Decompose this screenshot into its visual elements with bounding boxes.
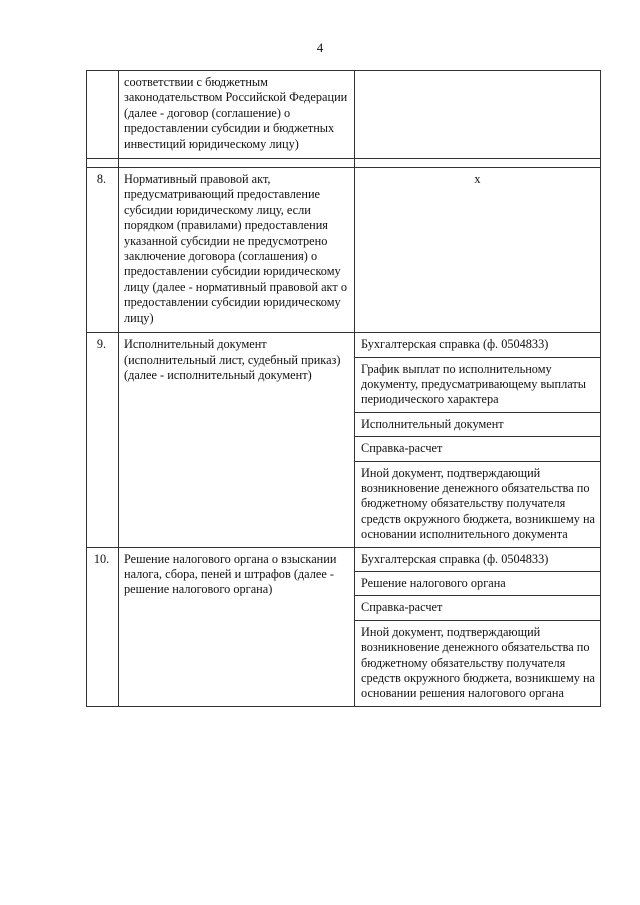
row-description: Исполнительный документ (исполнительный лист, судебный приказ) (далее - исполнительный документ) (119, 333, 355, 547)
document-item: Бухгалтерская справка (ф. 0504833) (355, 548, 600, 572)
table-row-10 (87, 547, 601, 706)
page-number: 4 (316, 40, 324, 55)
document-item: Иной документ, подтверждающий возникновение денежного обязательства по бюджетному обязательству получателя средств окружного бюджета, возникшему на основании исполнительного документа (361, 465, 595, 542)
document-item: Иной документ, подтверждающий возникновение денежного обязательства по бюджетному обязательству получателя средств окружного бюджета, возникшему на основании решения налогового органа (361, 624, 595, 701)
row-number: 8. (87, 168, 119, 333)
row-description: Нормативный правовой акт, предусматривающий предоставление субсидии юридическому лицу, если порядком (правилами) предоставления указанной субсидии не предусмотрено заключение договора (соглашения) о предоставлении субсидии юридическому лицу (далее - нормативный правовой акт о предоставлении субсидии юридическому лицу) (119, 168, 355, 333)
document-item: Справка-расчет (355, 596, 600, 620)
not-applicable-mark: x (474, 172, 481, 187)
row-docs-cell (355, 547, 601, 706)
document-item: Исполнительный документ (355, 413, 600, 437)
document-item: Решение налогового органа (355, 572, 600, 596)
row-description: Решение налогового органа о взыскании налога, сбора, пеней и штрафов (далее - решение налогового органа) (119, 547, 355, 706)
document-list (355, 548, 600, 706)
row-number-cell (87, 71, 119, 159)
row-docs-cell (355, 71, 601, 159)
table-row-continuation (87, 71, 601, 159)
row-number: 10. (87, 547, 119, 706)
table-spacer-row (87, 159, 601, 168)
table-row-9 (87, 333, 601, 547)
document-item: Бухгалтерская справка (ф. 0504833) (355, 333, 600, 357)
documents-table (86, 70, 601, 707)
document-list (355, 333, 600, 546)
row-docs-cell (355, 333, 601, 547)
row-description: соответствии с бюджетным законодательством Российской Федерации (далее - договор (соглашение) о предоставлении субсидии и бюджетных инвестиций юридическому лицу) (119, 71, 355, 159)
table-row-8 (87, 168, 601, 333)
row-number: 9. (87, 333, 119, 547)
row-docs-cell (355, 168, 601, 333)
document-item: Справка-расчет (355, 437, 600, 461)
document-item: График выплат по исполнительному документу, предусматривающему выплаты периодического характера (355, 358, 600, 413)
